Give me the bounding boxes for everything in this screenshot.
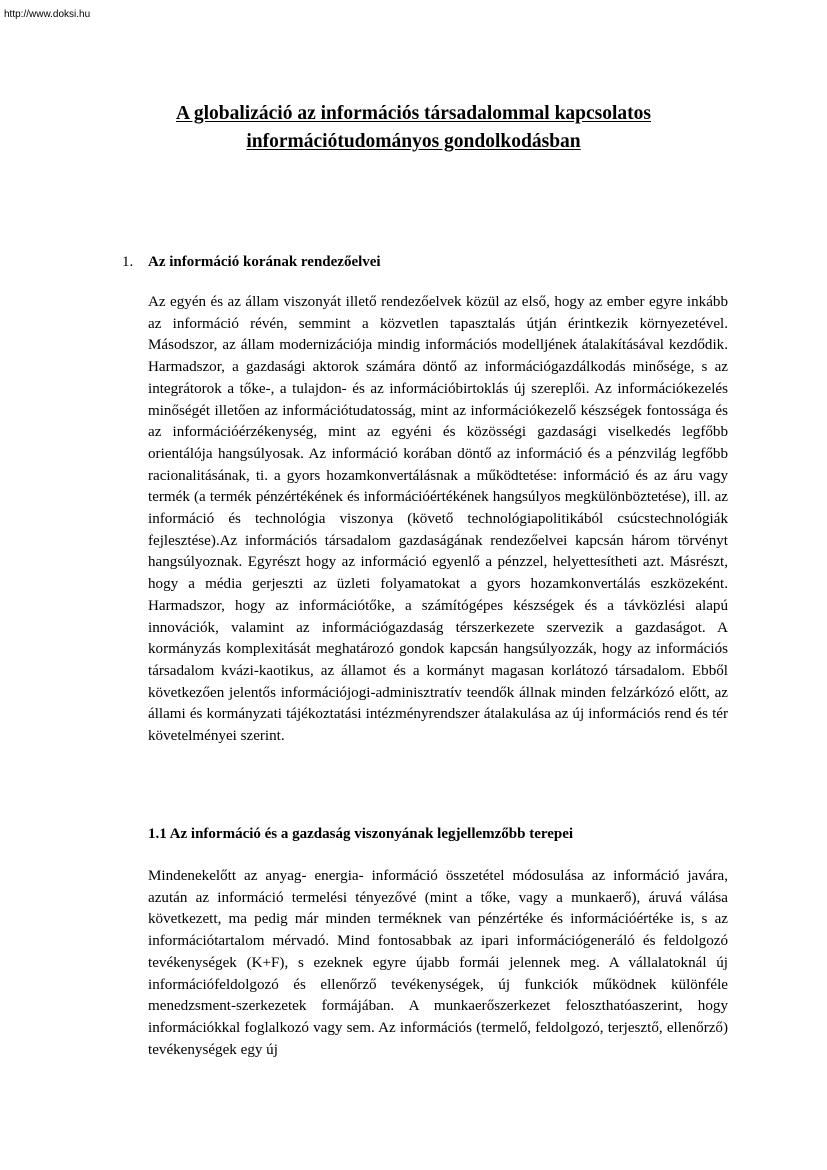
document-title-line-2: információtudományos gondolkodásban [246,131,581,152]
section-1-heading-text: Az információ korának rendezőelvei [148,254,381,270]
section-1-heading [122,251,381,273]
section-1-number: 1. [122,254,134,270]
document-title-line-1: A globalizáció az információs társadalommal kapcsolatos [175,103,652,124]
subsection-1-1-paragraph: Mindenekelőtt az anyag- energia- információ összetétel módosulása az információ javára, azután az információ termelési tényezővé (mint a tőke, vagy a munkaerő), áruvá válása következett, ma pedig már minden terméknek van pénzértéke és információértéke is, s az információtartalom mérvadó. Mind fontosabbak az ipari információgeneráló és feldolgozó tevékenységek (K+F), s ezeknek egyre újabb formái jelennek meg. A vállalatoknál új információfeldolgozó és ellenőrző tevékenységek, új funkciók működnek különféle menedzsment-szerkezetek formájában. A munkaerőszerkezet feloszthatóaszerint, hogy információkkal foglalkozó vagy sem. Az információs (termelő, feldolgozó, terjesztő, ellenőrző) tevékenységek egy új [148,868,728,1058]
document-title [0,100,827,156]
subsection-1-1-heading: 1.1 Az információ és a gazdaság viszonyának legjellemzőbb terepei [148,826,574,842]
section-1-paragraph: Az egyén és az állam viszonyát illető rendezőelvek közül az első, hogy az ember egyre inkább az információ révén, semmint a közvetlen tapasztalás útján érintkezik környezetével. Másodszor, az állam modernizációja mindig információs modelljének átalakításával kezdődik. Harmadszor, a gazdasági aktorok számára döntő az információgazdálkodás minősége, s az integrátorok a tőke-, a tulajdon- és az információbirtoklás új szereplői. Az információkezelés minőségét illetően az információtudatosság, mint az információkezelő készségek fontossága és az információérzékenység, mint az egyéni és közösségi gazdasági viselkedés legfőbb orientálója hangsúlyosak. Az információ korában döntő az információ és a pénzvilág legfőbb racionalitásának, ti. a gyors hozamkonvertálásnak a működtetése: információ és az áru vagy termék (a termék pénzértékének és információértékének hangsúlyos megkülönböztetése), ill. az információ és technológia viszonya (követő technológiapolitikából csúcstechnológiák fejlesztése).Az információs társadalom gazdaságának rendezőelvei kapcsán három törvényt hangsúlyoznak. Egyrészt hogy az információ egyenlő a pénzzel, helyettesítheti azt. Másrészt, hogy a média gerjeszti az üzleti folyamatokat a gyors hozamkonvertálás eszközeként. Harmadszor, hogy az információtőke, a számítógépes készségek és a távközlési alapú innovációk, valamint az információgazdaság térszerkezete szervezik a gazdaságot. A kormányzás komplexitását meghatározó gondok kapcsán hangsúlyozzák, hogy az információs társadalom kvázi-kaotikus, az államot és a kormányt magasan korlátozó társadalom. Ebből következően jelentős információjogi-adminisztratív teendők állnak minden felzárkózó előtt, az állami és kormányzati tájékoztatási intézményrendszer átalakulása az új információs rend és tér követelményei szerint. [148,294,728,745]
source-url-link[interactable]: http://www.doksi.hu [4,9,91,20]
